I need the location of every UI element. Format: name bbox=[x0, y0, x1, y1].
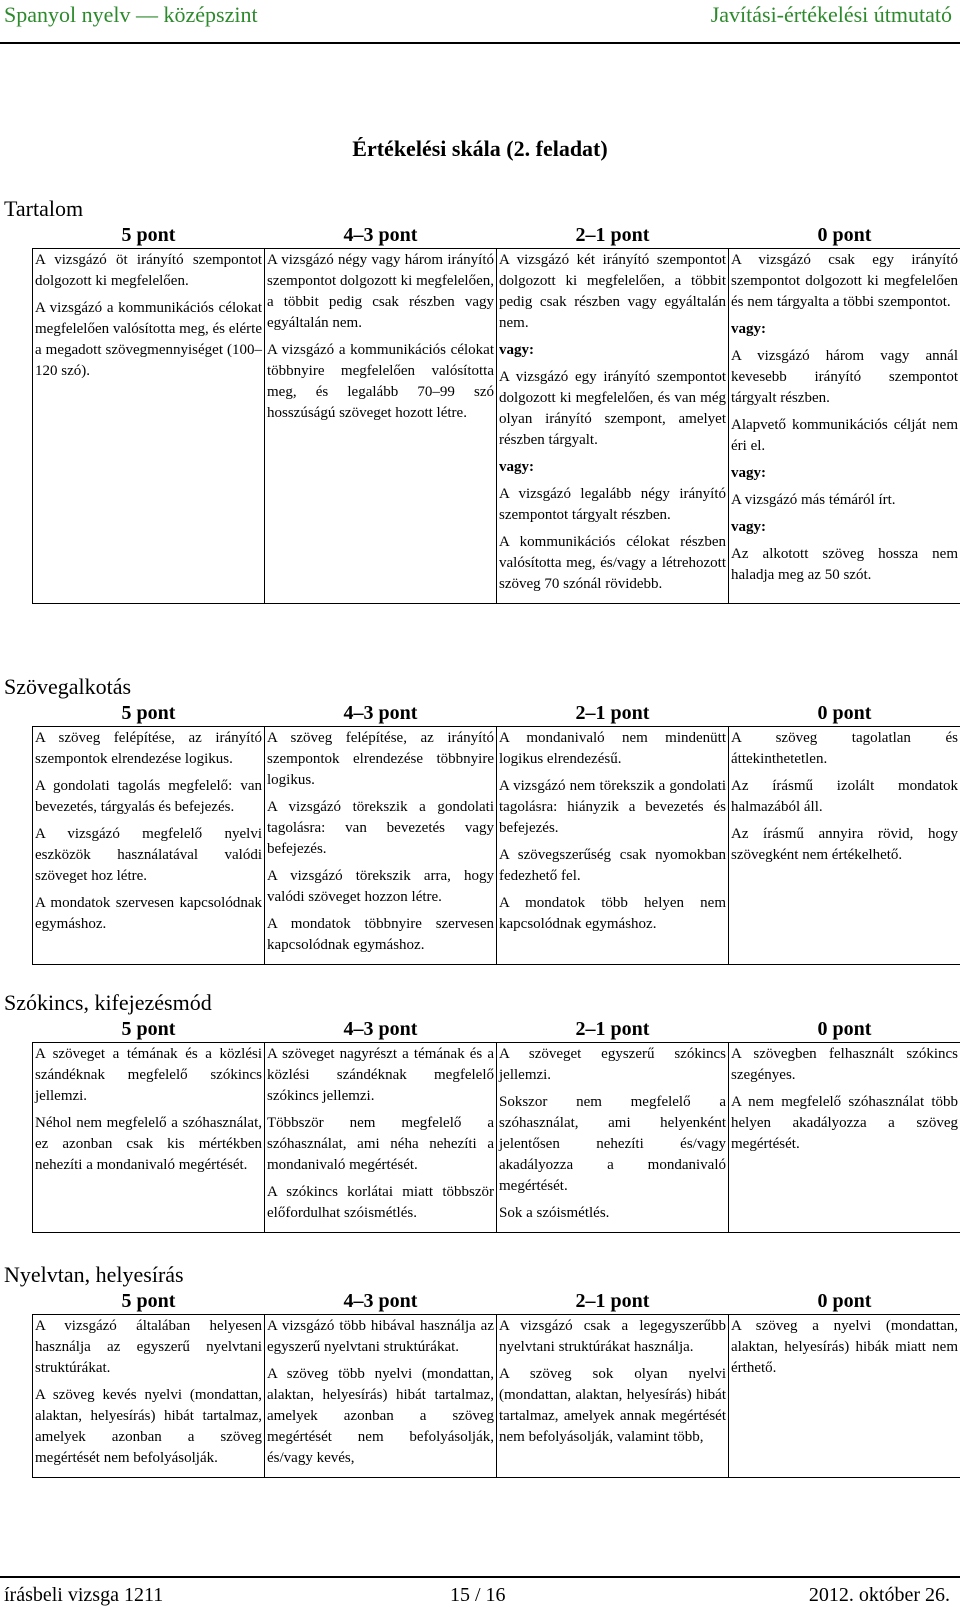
criterion-cell bbox=[33, 1315, 265, 1478]
criterion-text: A vizsgázó csak egy irányító szempontot dolgozott ki megfelelően és nem tárgyalta a többi szempontot. bbox=[731, 250, 958, 313]
criterion-text: Az írásmű izolált mondatok halmazából áll. bbox=[731, 776, 958, 818]
criterion-text: A vizsgázó két irányító szempontot dolgozott ki megfelelően, a többit pedig csak részben vagy egyáltalán nem. bbox=[499, 250, 726, 334]
criterion-text: A vizsgázó több hibával használja az egyszerű nyelvtani struktúrákat. bbox=[267, 1316, 494, 1358]
criterion-cell bbox=[497, 1315, 729, 1478]
section-heading: Szövegalkotás bbox=[4, 674, 131, 700]
score-header: 0 pont bbox=[729, 1290, 960, 1315]
criterion-text: A szövegben felhasznált szókincs szegényes. bbox=[731, 1044, 958, 1086]
rubric-table bbox=[32, 702, 960, 965]
rubric-table bbox=[32, 1290, 960, 1478]
criterion-text: A szöveg kevés nyelvi (mondattan, alaktan, helyesírás) hibát tartalmaz, amelyek azonban a szöveg megértését nem befolyásolják. bbox=[35, 1385, 262, 1469]
criterion-cell bbox=[33, 249, 265, 604]
criterion-text: A szöveg felépítése, az irányító szempontok elrendezése logikus. bbox=[35, 728, 262, 770]
criterion-cell bbox=[33, 1043, 265, 1233]
score-header: 2–1 pont bbox=[497, 1018, 729, 1043]
score-header: 4–3 pont bbox=[265, 1290, 497, 1315]
criterion-text: A vizsgázó általában helyesen használja az egyszerű nyelvtani struktúrákat. bbox=[35, 1316, 262, 1379]
criterion-text: A vizsgázó csak a legegyszerűbb nyelvtani struktúrákat használja. bbox=[499, 1316, 726, 1358]
score-header: 5 pont bbox=[33, 1290, 265, 1315]
score-header: 4–3 pont bbox=[265, 1018, 497, 1043]
criterion-text: A kommunikációs célokat részben valósította meg, és/vagy a létrehozott szöveg 70 szónál rövidebb. bbox=[499, 532, 726, 595]
criterion-text: A szöveg sok olyan nyelvi (mondattan, alaktan, helyesírás) hibát tartalmaz, amelyek annak megértését nem befolyásolják, valamint több, bbox=[499, 1364, 726, 1448]
criterion-cell bbox=[265, 727, 497, 965]
page-footer bbox=[0, 1576, 960, 1611]
criterion-text: vagy: bbox=[731, 517, 958, 538]
score-header: 0 pont bbox=[729, 224, 960, 249]
rubric-table bbox=[32, 1018, 960, 1233]
criterion-cell bbox=[729, 727, 960, 965]
criterion-text: A szöveget a témának és a közlési szándéknak megfelelő szókincs jellemzi. bbox=[35, 1044, 262, 1107]
score-header: 4–3 pont bbox=[265, 224, 497, 249]
footer-date: 2012. október 26. bbox=[809, 1584, 950, 1607]
criterion-text: Többször nem megfelelő a szóhasználat, ami néha nehezíti a mondanivaló megértését. bbox=[267, 1113, 494, 1176]
criterion-text: Az alkotott szöveg hossza nem haladja meg az 50 szót. bbox=[731, 544, 958, 586]
criterion-text: A szöveget egyszerű szókincs jellemzi. bbox=[499, 1044, 726, 1086]
criterion-text: A mondatok szervesen kapcsolódnak egymáshoz. bbox=[35, 893, 262, 935]
criterion-cell bbox=[265, 1043, 497, 1233]
score-header: 2–1 pont bbox=[497, 224, 729, 249]
criterion-text: A vizsgázó három vagy annál kevesebb irányító szempontot tárgyalt részben. bbox=[731, 346, 958, 409]
criterion-text: vagy: bbox=[731, 319, 958, 340]
criterion-cell bbox=[265, 249, 497, 604]
header-doc-type: Javítási-értékelési útmutató bbox=[711, 2, 952, 28]
criterion-text: A vizsgázó legalább négy irányító szempontot tárgyalt részben. bbox=[499, 484, 726, 526]
criterion-text: vagy: bbox=[499, 340, 726, 361]
footer-page-number: 15 / 16 bbox=[450, 1584, 506, 1607]
criterion-text: A mondatok többnyire szervesen kapcsolódnak egymáshoz. bbox=[267, 914, 494, 956]
score-header: 4–3 pont bbox=[265, 702, 497, 727]
criterion-cell bbox=[729, 249, 960, 604]
table-row bbox=[33, 249, 960, 604]
criterion-text: Néhol nem megfelelő a szóhasználat, ez azonban csak kis mértékben nehezíti a mondanivaló megértését. bbox=[35, 1113, 262, 1176]
criterion-cell bbox=[265, 1315, 497, 1478]
score-header: 2–1 pont bbox=[497, 1290, 729, 1315]
criterion-text: A vizsgázó egy irányító szempontot dolgozott ki megfelelően, és van még olyan irányító szempont, amelyet részben tárgyalt. bbox=[499, 367, 726, 451]
rubric-table bbox=[32, 224, 960, 604]
score-header: 0 pont bbox=[729, 702, 960, 727]
criterion-text: A vizsgázó négy vagy három irányító szempontot dolgozott ki megfelelően, a többit pedig csak részben vagy egyáltalán nem. bbox=[267, 250, 494, 334]
criterion-text: A szókincs korlátai miatt többször előfordulhat szóismétlés. bbox=[267, 1182, 494, 1224]
section-heading: Tartalom bbox=[4, 196, 83, 222]
score-header: 0 pont bbox=[729, 1018, 960, 1043]
criterion-text: Sok a szóismétlés. bbox=[499, 1203, 726, 1224]
criterion-text: vagy: bbox=[731, 463, 958, 484]
score-header: 2–1 pont bbox=[497, 702, 729, 727]
score-header: 5 pont bbox=[33, 1018, 265, 1043]
criterion-cell bbox=[497, 727, 729, 965]
section-heading: Szókincs, kifejezésmód bbox=[4, 990, 212, 1016]
criterion-text: A szöveg a nyelvi (mondattan, alaktan, helyesírás) hibák miatt nem érthető. bbox=[731, 1316, 958, 1379]
score-header: 5 pont bbox=[33, 224, 265, 249]
table-row bbox=[33, 1315, 960, 1478]
criterion-text: A vizsgázó megfelelő nyelvi eszközök használatával valódi szöveget hoz létre. bbox=[35, 824, 262, 887]
criterion-cell bbox=[729, 1315, 960, 1478]
criterion-text: Az írásmű annyira rövid, hogy szövegként nem értékelhető. bbox=[731, 824, 958, 866]
criterion-text: A gondolati tagolás megfelelő: van bevezetés, tárgyalás és befejezés. bbox=[35, 776, 262, 818]
criterion-text: A vizsgázó a kommunikációs célokat megfelelően valósította meg, és elérte a megadott szövegmennyiséget (100–120 szó). bbox=[35, 298, 262, 382]
criterion-text: A nem megfelelő szóhasználat több helyen akadályozza a szöveg megértését. bbox=[731, 1092, 958, 1155]
criterion-text: A vizsgázó más témáról írt. bbox=[731, 490, 958, 511]
criterion-cell bbox=[497, 249, 729, 604]
criterion-text: Sokszor nem megfelelő a szóhasználat, ami helyenként jelentősen nehezíti és/vagy akadályozza a mondanivaló megértését. bbox=[499, 1092, 726, 1197]
header-subject: Spanyol nyelv — középszint bbox=[4, 2, 258, 28]
page-title: Értékelési skála (2. feladat) bbox=[0, 136, 960, 162]
criterion-text: A szöveg több nyelvi (mondattan, alaktan, helyesírás) hibát tartalmaz, amelyek azonban a szöveg megértését nem befolyásolják, és/vagy kevés, bbox=[267, 1364, 494, 1469]
criterion-cell bbox=[33, 727, 265, 965]
criterion-text: A vizsgázó a kommunikációs célokat többnyire megfelelően valósította meg, és legalább 70–99 szó hosszúságú szöveget hozott létre. bbox=[267, 340, 494, 424]
criterion-text: A szöveg tagolatlan és áttekinthetetlen. bbox=[731, 728, 958, 770]
criterion-text: Alapvető kommunikációs célját nem éri el. bbox=[731, 415, 958, 457]
criterion-text: A mondatok több helyen nem kapcsolódnak egymáshoz. bbox=[499, 893, 726, 935]
criterion-text: A vizsgázó öt irányító szempontot dolgozott ki megfelelően. bbox=[35, 250, 262, 292]
criterion-text: A szöveget nagyrészt a témának és a közlési szándéknak megfelelő szókincs jellemzi. bbox=[267, 1044, 494, 1107]
criterion-text: A vizsgázó törekszik a gondolati tagolásra: van bevezetés vagy befejezés. bbox=[267, 797, 494, 860]
criterion-text: A vizsgázó nem törekszik a gondolati tagolásra: hiányzik a bevezetés és befejezés. bbox=[499, 776, 726, 839]
criterion-text: vagy: bbox=[499, 457, 726, 478]
criterion-cell bbox=[497, 1043, 729, 1233]
page-header bbox=[0, 0, 960, 44]
section-heading: Nyelvtan, helyesírás bbox=[4, 1262, 184, 1288]
criterion-text: A mondanivaló nem mindenütt logikus elrendezésű. bbox=[499, 728, 726, 770]
score-header: 5 pont bbox=[33, 702, 265, 727]
criterion-text: A vizsgázó törekszik arra, hogy valódi szöveget hozzon létre. bbox=[267, 866, 494, 908]
criterion-text: A szöveg felépítése, az irányító szempontok elrendezése többnyire logikus. bbox=[267, 728, 494, 791]
footer-exam: írásbeli vizsga 1211 bbox=[4, 1584, 163, 1607]
table-row bbox=[33, 1043, 960, 1233]
criterion-text: A szövegszerűség csak nyomokban fedezhető fel. bbox=[499, 845, 726, 887]
table-row bbox=[33, 727, 960, 965]
criterion-cell bbox=[729, 1043, 960, 1233]
